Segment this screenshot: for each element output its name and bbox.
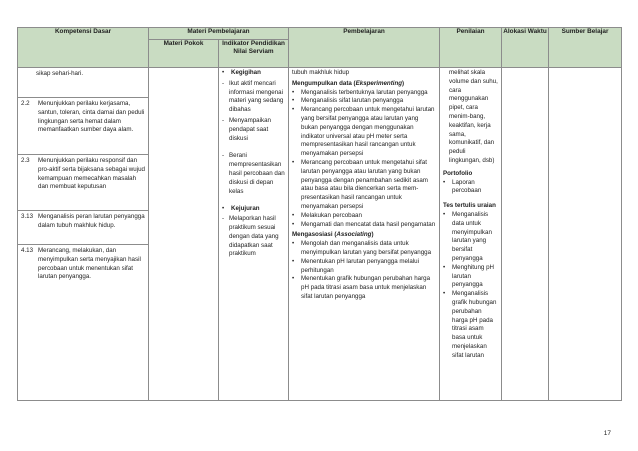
indikator-item: - Berani mempresentasikan hasil percobaan dan diskusi di depan kelas: [222, 152, 285, 195]
kd-item: 4.13 Merancang, melakukan, dan menyimpulkan serta menyajikan hasil percobaan untuk menentukan sifat larutan penyangga.: [18, 244, 148, 284]
pembelajaran-item: • Merancang percobaan untuk mengetahui larutan yang bersifat penyangga atau larutan yang bukan penyangga dengan menggunakan indikator universal atau pH meter serta mempresentasikan hasil rancangan untuk menyamakan persepsi: [292, 106, 435, 158]
penilaian-item: • Laporan percobaan: [443, 178, 482, 195]
alokasi-waktu-cell: [502, 68, 549, 401]
indikator-kejujuran-heading: • Kejujuran: [222, 205, 260, 213]
portofolio-title: Portofolio: [443, 169, 473, 177]
pembelajaran-top-text: tubuh makhluk hidup: [292, 69, 350, 76]
materi-pokok-cell: [149, 68, 219, 401]
header-pembelajaran: Pembelajaran: [289, 28, 440, 68]
header-alokasi-waktu: Alokasi Waktu: [502, 28, 549, 68]
pembelajaran-item: • Menganalisis sifat larutan penyangga: [292, 97, 404, 105]
penilaian-item: • Menganalisis grafik hubungan perubahan harga pH pada titrasi asam basa untuk menjelaskan sifat larutan: [443, 290, 497, 359]
penilaian-cell: [440, 68, 502, 401]
kd-item: 2.2 Menunjukkan perilaku kerjasama, santun, toleran, cinta damai dan peduli lingkungan serta hemat dalam memanfaatkan sumber daya alam.: [18, 97, 148, 154]
header-sumber-belajar: Sumber Belajar: [549, 28, 622, 68]
lesson-plan-table: [17, 27, 622, 401]
header-indikator: Indikator Pendidikan Nilai Serviam: [219, 40, 289, 68]
kd-item: 3.13 Menganalisis peran larutan penyangga dalam tubuh makhluk hidup.: [18, 210, 148, 244]
indikator-cell: [219, 68, 289, 401]
penilaian-item: • Menganalisis data untuk menyimpulkan larutan yang bersifat penyangga: [443, 210, 492, 262]
pembelajaran-item: • Menentukan grafik hubungan perubahan harga pH pada titrasi asam basa untuk menjelaskan sifat larutan penyangga: [292, 275, 431, 300]
header-kompetensi-dasar: Kompetensi Dasar: [18, 28, 149, 68]
pembelajaran-cell: [289, 68, 440, 401]
section-mengumpulkan-data-title: Mengumpulkan data (Eksperimenting): [292, 79, 405, 87]
pembelajaran-item: • Menentukan pH larutan penyangga melalui perhitungan: [292, 257, 420, 274]
pembelajaran-item: • Merancang percobaan untuk mengetahui sifat larutan penyangga atau larutan yang bukan penyangga dengan penambahan sedikit asam atau basa atau bila diencerkan serta mem-presentasikan hasil rancangan untuk menyamakan persepsi: [292, 158, 428, 210]
indikator-item: - Menyampaikan pendapat saat diskusi: [222, 116, 271, 142]
kd-item: sikap sehari-hari.: [36, 70, 84, 77]
kd-item: 2.3 Menunjukkan perilaku responsif dan pro-aktif serta bijaksana sebagai wujud kemampuan memecahkan masalah dan membuat keputusan: [18, 154, 148, 210]
indikator-kegigihan-heading: • Kegigihan: [222, 69, 261, 76]
penilaian-item: • Menghitung pH larutan penyangga: [443, 263, 494, 289]
section-mengasosiasi-title: Mengasosiasi (Associating): [292, 231, 374, 239]
pembelajaran-item: • Mengolah dan menganalisis data untuk menyimpulkan larutan yang bersifat penyangga: [292, 240, 432, 256]
header-penilaian: Penilaian: [440, 28, 502, 68]
indikator-item: - Ikut aktif mencari informasi mengenai materi yang sedang dibahas: [222, 79, 284, 114]
penilaian-top-text: melihat skala volume dan suhu, cara menggunakan pipet, cara menim-bang, keaktifan, kerja sama, komunikatif, dan peduli lingkungan, dsb): [449, 69, 498, 164]
page-number: 17: [603, 430, 611, 437]
kompetensi-dasar-cell: [18, 68, 149, 401]
header-materi-pembelajaran: Materi Pembelajaran: [149, 28, 289, 40]
indikator-item: - Melaporkan hasil praktikum sesuai dengan data yang didapatkan saat praktikum: [222, 215, 279, 258]
pembelajaran-item: • Menganalisis terbentuknya larutan penyangga: [292, 88, 428, 96]
header-materi-pokok: Materi Pokok: [149, 40, 219, 68]
tes-tertulis-title: Tes tertulis uraian: [443, 202, 496, 210]
pembelajaran-item: • Mengamati dan mencatat data hasil pengamatan: [292, 220, 436, 228]
sumber-belajar-cell: [549, 68, 622, 401]
pembelajaran-item: • Melakukan percobaan: [292, 211, 362, 219]
